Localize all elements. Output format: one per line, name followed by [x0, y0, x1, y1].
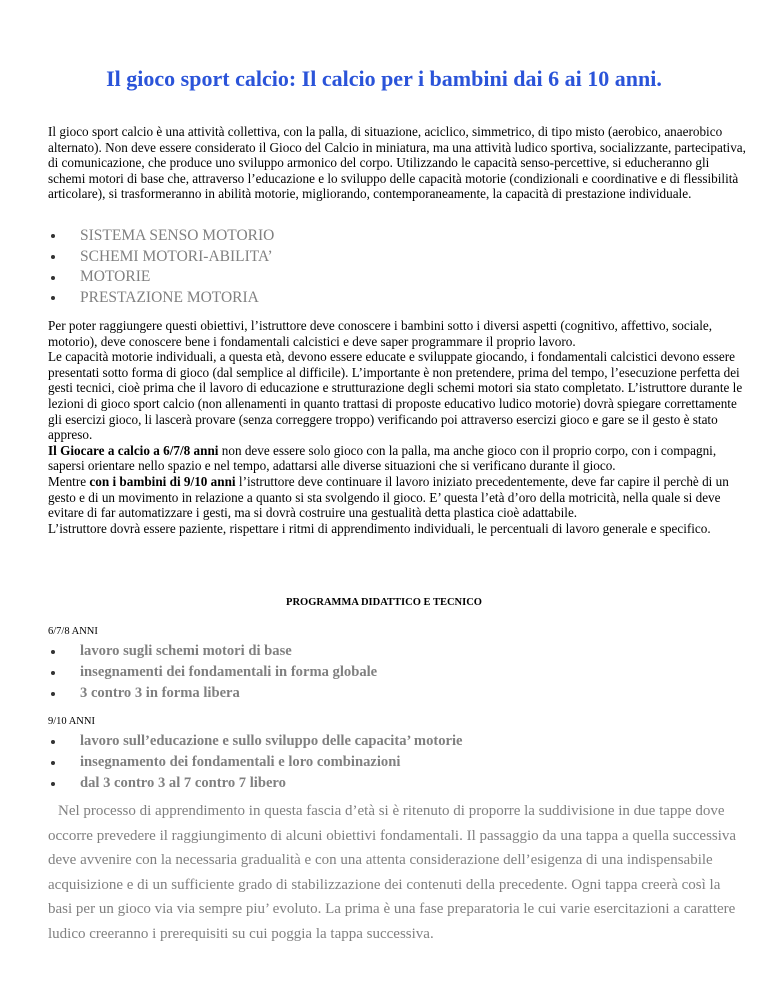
- body-line: L’istruttore dovrà essere paziente, rispettare i ritmi di apprendimento individuali, le percentuali di lavoro generale e specifico.: [48, 520, 711, 536]
- list-item: SCHEMI MOTORI-ABILITA’: [48, 247, 274, 268]
- bullet-icon: [51, 234, 55, 238]
- age-group-label: 6/7/8 ANNI: [48, 626, 98, 637]
- bullet-icon: [51, 761, 55, 765]
- list-item: PRESTAZIONE MOTORIA: [48, 288, 274, 309]
- bullet-icon: [51, 276, 55, 280]
- list-item: lavoro sugli schemi motori di base: [48, 641, 377, 662]
- age-group-label: 9/10 ANNI: [48, 716, 95, 727]
- bullet-icon: [51, 740, 55, 744]
- list-item: MOTORIE: [48, 267, 274, 288]
- bold-phrase: Il Giocare a calcio a 6/7/8 anni: [48, 442, 219, 458]
- bullet-icon: [51, 296, 55, 300]
- body-paragraph: [48, 318, 748, 536]
- body-line: Per poter raggiungere questi obiettivi, l’istruttore deve conoscere i bambini sotto i diversi aspetti (cognitivo, affettivo, sociale, motorio), deve conoscere bene i fondamentali calcistici e deve saper programmare il proprio lavoro.: [48, 318, 713, 349]
- list-item: dal 3 contro 3 al 7 contro 7 libero: [48, 773, 463, 794]
- page-title: Il gioco sport calcio: Il calcio per i bambini dai 6 ai 10 anni.: [106, 66, 662, 91]
- bullet-icon: [51, 782, 55, 786]
- body-line: Il Giocare a calcio a 6/7/8 anni non deve essere solo gioco con la palla, ma anche gioco con il proprio corpo, con i compagni, sapersi orientare nello spazio e nel tempo, adattarsi alle diverse situazioni che si verificano durante il gioco.: [48, 442, 717, 474]
- list-item: insegnamenti dei fondamentali in forma globale: [48, 662, 377, 683]
- bullet-icon: [51, 671, 55, 675]
- bullet-icon: [51, 692, 55, 696]
- capacities-list: [48, 226, 274, 309]
- bold-phrase: con i bambini di 9/10 anni: [89, 473, 236, 489]
- list-item: lavoro sull’educazione e sullo sviluppo delle capacita’ motorie: [48, 731, 463, 752]
- bullet-icon: [51, 255, 55, 259]
- program-list-6-8: [48, 641, 377, 704]
- program-list-9-10: [48, 731, 463, 794]
- intro-paragraph: Il gioco sport calcio è una attività collettiva, con la palla, di situazione, aciclico, simmetrico, di tipo misto (aerobico, anaerobico alternato). Non deve essere considerato il Gioco del Calcio in miniatura, ma una attività ludico sportiva, socializzante, partecipativa, di comunicazione, che produce uno sviluppo armonico del corpo. Utilizzando le capacità senso-percettive, si educheranno gli schemi motori di base che, attraverso l’educazione e lo sviluppo delle capacità motorie (condizionali e coordinative e di flessibilità articolare), si trasformeranno in abilità motorie, migliorando, contemporaneamente, la capacità di prestazione individuale.: [48, 124, 746, 202]
- bullet-icon: [51, 650, 55, 654]
- list-item: 3 contro 3 in forma libera: [48, 683, 377, 704]
- section-heading: PROGRAMMA DIDATTICO E TECNICO: [286, 597, 482, 608]
- body-line: Le capacità motorie individuali, a questa età, devono essere educate e sviluppate giocando, i fondamentali calcistici devono essere presentati sotto forma di gioco (dal semplice al difficile). L’importante è non pretendere, prima del tempo, l’esecuzione perfetta dei gesti tecnici, cioè prima che il lavoro di educazione e strutturazione degli schemi motori sia stato completato. L’istruttore durante le lezioni di gioco sport calcio (non allenamenti in quanto trattasi di proposte educativo ludico motorie) dovrà spiegare correttamente gli esercizi gioco, li lascerà provare (senza correggere troppo) verificando poi attraverso esercizi gioco e gare se il gesto è stato appreso.: [48, 349, 743, 443]
- body-line: Mentre con i bambini di 9/10 anni l’istruttore deve continuare il lavoro iniziato precedentemente, deve far capire il perchè di un gesto e di un movimento in relazione a quanto si sta svolgendo il gioco. E’ questa l’età d’oro della motricità, nella quale si deve evitare di far automatizzare i gesti, ma si dovrà costruire una gestualità detta plastica cioè adattabile.: [48, 473, 729, 521]
- list-item: insegnamento dei fondamentali e loro combinazioni: [48, 752, 463, 773]
- list-item: SISTEMA SENSO MOTORIO: [48, 226, 274, 247]
- closing-paragraph: Nel processo di apprendimento in questa fascia d’età si è ritenuto di proporre la suddivisione in due tappe dove occorre prevedere il raggiungimento di alcuni obiettivi fondamentali. Il passaggio da una tappa a quella successiva deve avvenire con la necessaria gradualità e con una attenta considerazione dell’esigenza di una indispensabile acquisizione e di un sufficiente grado di stabilizzazione dei contenuti della precedente. Ogni tappa creerà così la basi per un gioco via via sempre piu’ evoluto. La prima è una fase preparatoria le cui varie esercitazioni a carattere ludico creeranno i prerequisiti su cui poggia la tappa successiva.: [48, 803, 737, 942]
